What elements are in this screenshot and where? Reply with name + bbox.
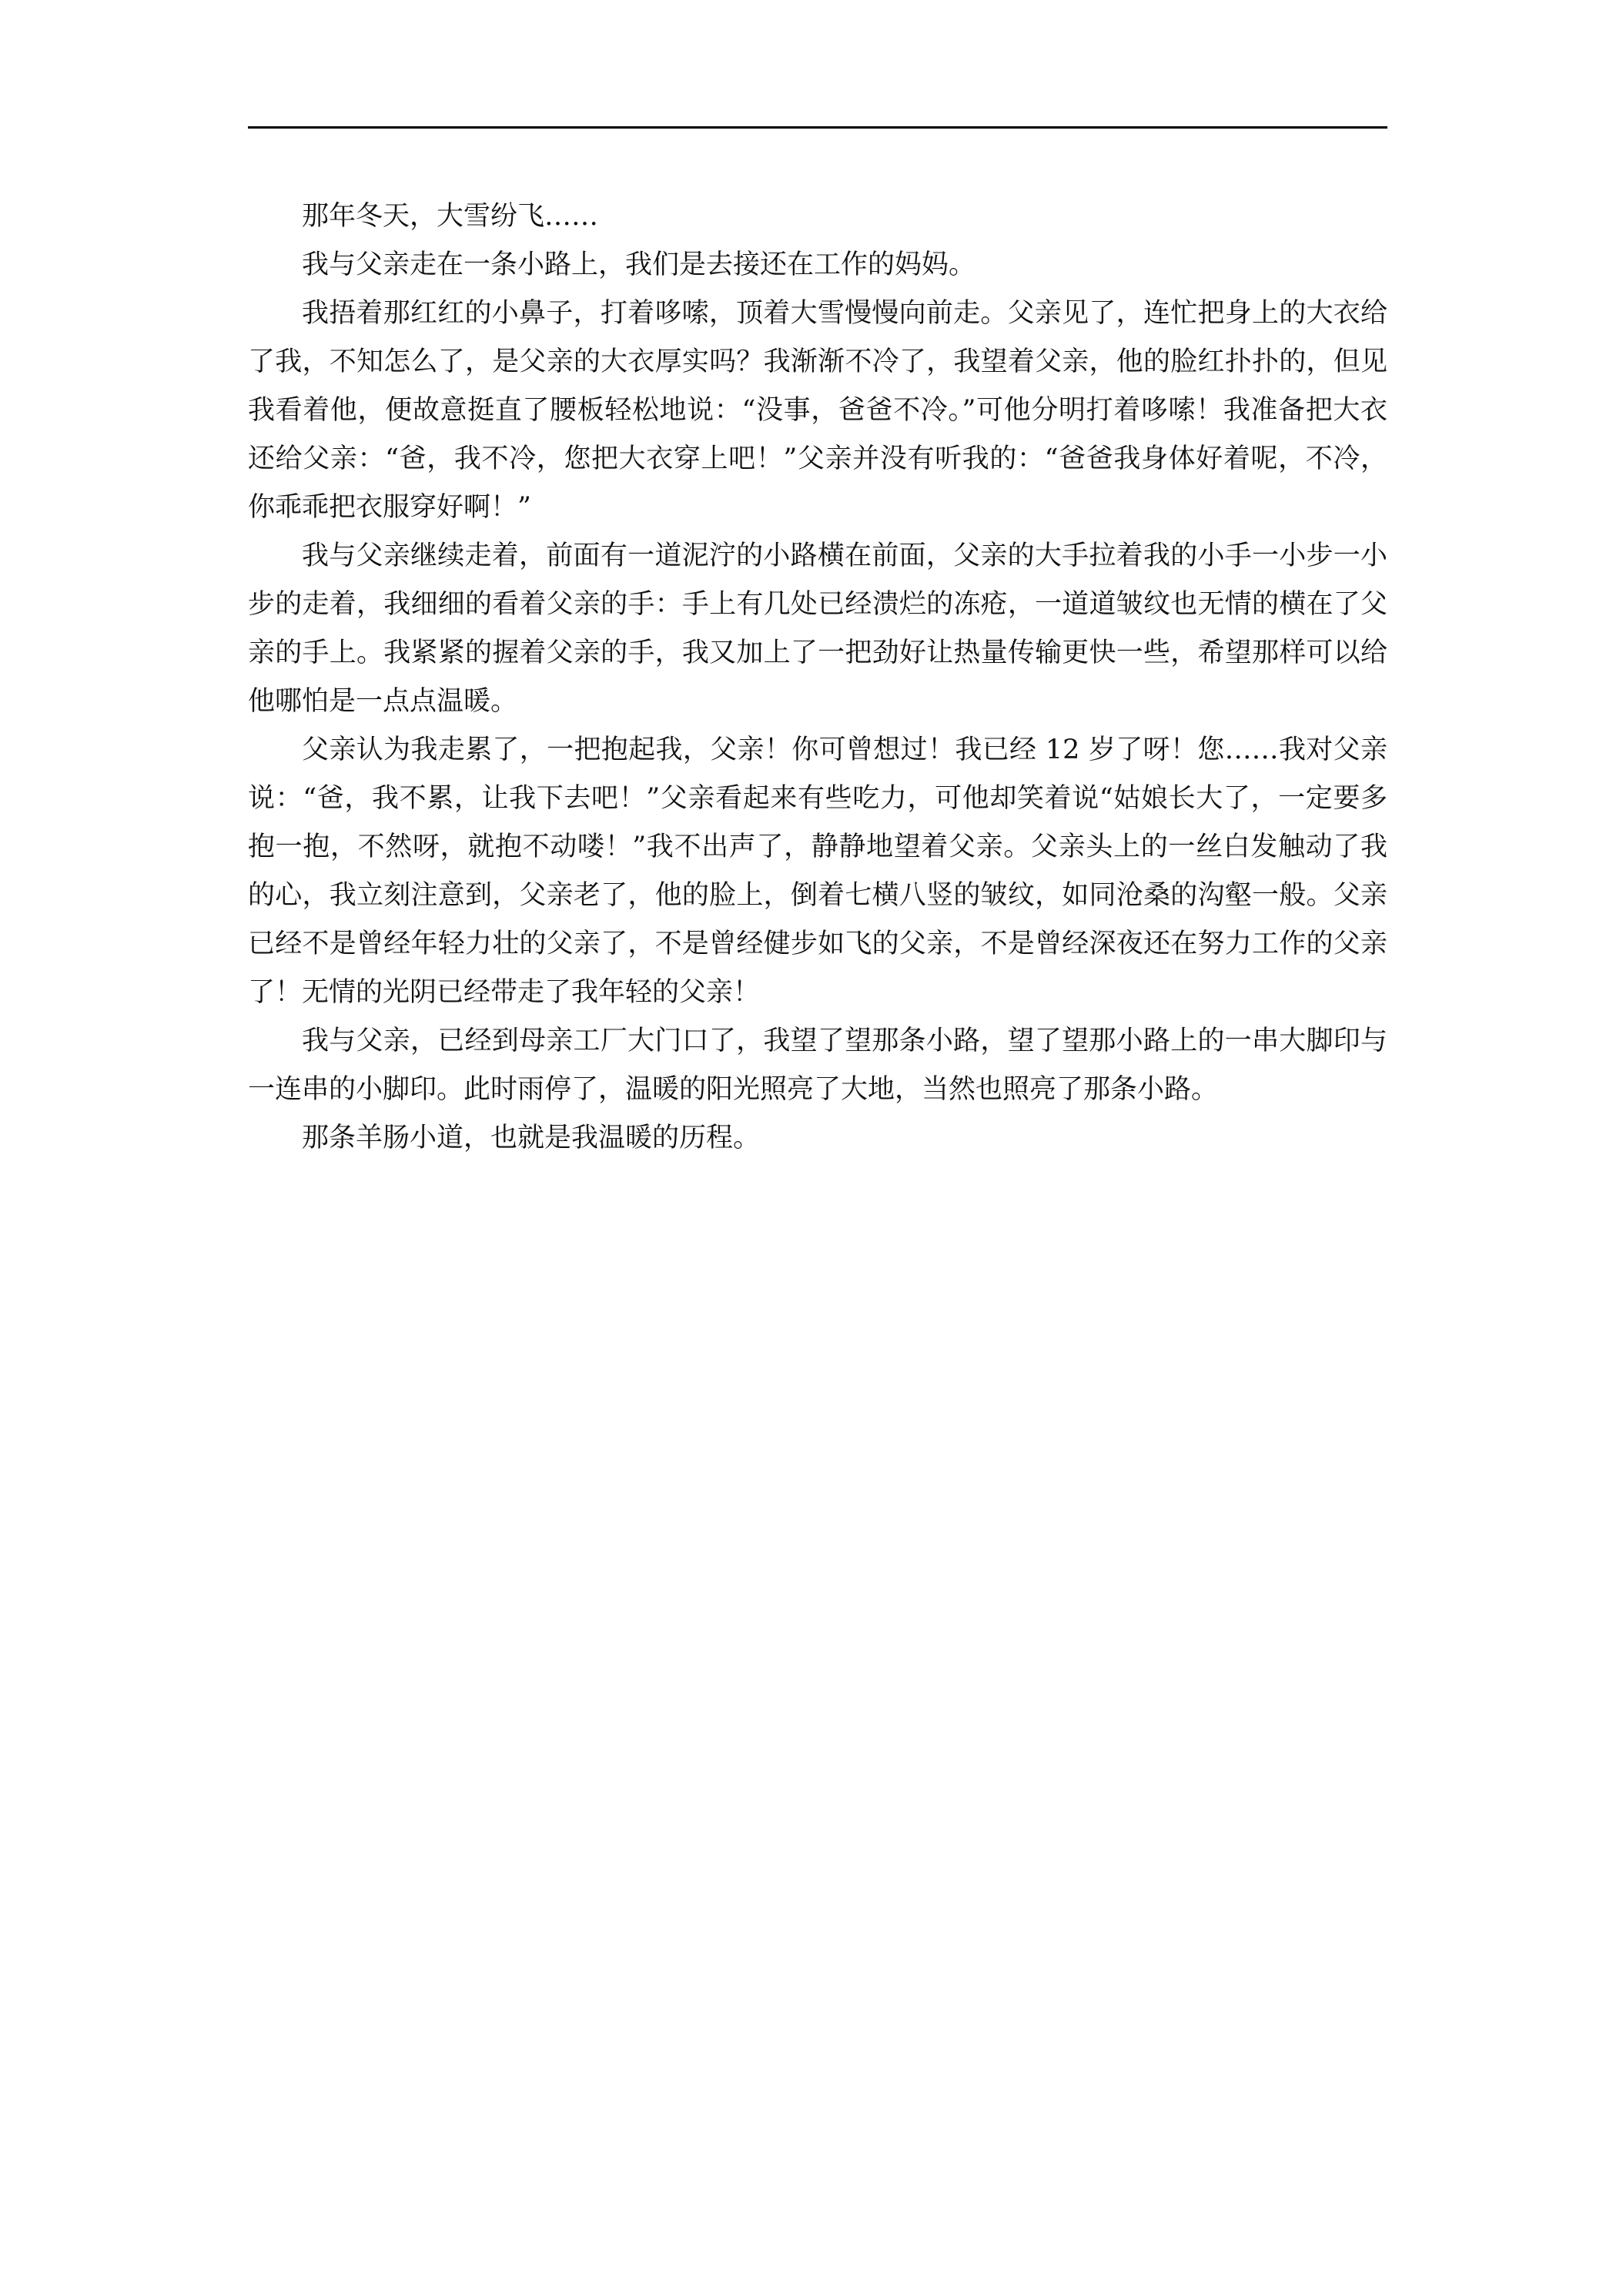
paragraph-2: 我与父亲走在一条小路上，我们是去接还在工作的妈妈。 <box>302 249 976 280</box>
paragraph-1: 那年冬天，大雪纷飞…… <box>302 201 599 232</box>
paragraph-3: 我捂着那红红的小鼻子，打着哆嗦，顶着大雪慢慢向前走。父亲见了，连忙把身上的大衣给了我，不知怎么了，是父亲的大衣厚实吗？我渐渐不冷了，我望着父亲，他的脸红扑扑的，但见我看着他，便故意挺直了腰板轻松地说：“没事，爸爸不冷。”可他分明打着哆嗦！我准备把大衣还给父亲：“爸，我不冷，您把大衣穿上吧！”父亲并没有听我的：“爸爸我身体好着呢，不冷，你乖乖把衣服穿好啊！” <box>248 298 1387 523</box>
paragraph-5: 父亲认为我走累了，一把抱起我，父亲！你可曾想过！我已经 12 岁了呀！您……我对父亲说：“爸，我不累，让我下去吧！”父亲看起来有些吃力，可他却笑着说“姑娘长大了，一定要多抱一抱，不然呀，就抱不动喽！”我不出声了，静静地望着父亲。父亲头上的一丝白发触动了我的心，我立刻注意到，父亲老了，他的脸上，倒着七横八竖的皱纹，如同沧桑的沟壑一般。父亲已经不是曾经年轻力壮的父亲了，不是曾经健步如飞的父亲，不是曾经深夜还在努力工作的父亲了！无情的光阴已经带走了我年轻的父亲！ <box>248 735 1387 1008</box>
paragraph-7: 那条羊肠小道，也就是我温暖的历程。 <box>302 1123 761 1153</box>
header-rule <box>248 126 1387 129</box>
paragraph-6: 我与父亲，已经到母亲工厂大门口了，我望了望那条小路，望了望那小路上的一串大脚印与一连串的小脚印。此时雨停了，温暖的阳光照亮了大地，当然也照亮了那条小路。 <box>248 1026 1387 1105</box>
paragraph-4: 我与父亲继续走着，前面有一道泥泞的小路横在前面，父亲的大手拉着我的小手一小步一小步的走着，我细细的看着父亲的手：手上有几处已经溃烂的冻疮，一道道皱纹也无情的横在了父亲的手上。我紧紧的握着父亲的手，我又加上了一把劲好让热量传输更快一些，希望那样可以给他哪怕是一点点温暖。 <box>248 541 1387 717</box>
essay-body <box>248 192 1387 1163</box>
